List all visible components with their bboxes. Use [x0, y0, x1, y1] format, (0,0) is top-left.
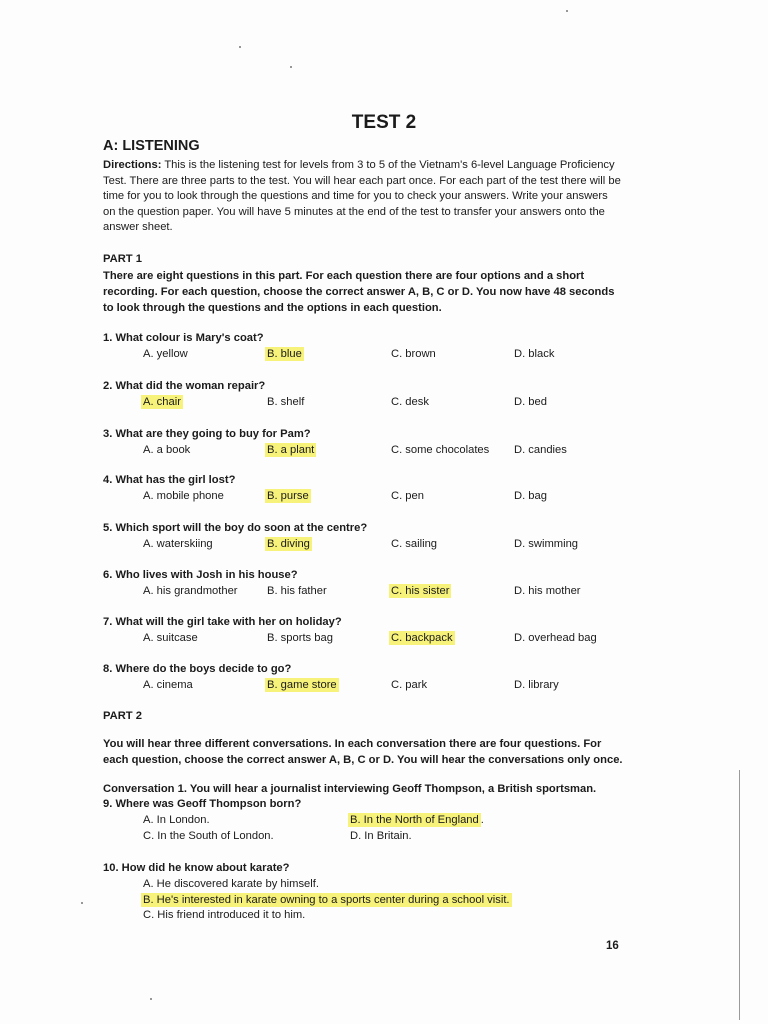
- option-d: D. overhead bag: [514, 632, 597, 644]
- question-item: [103, 332, 663, 364]
- directions-text: This is the listening test for levels from 3 to 5 of the Vietnam's 6-level Language Proficiency Test. There are three parts to the test. You will hear each part once. For each part of the test there will be time for you to look through the questions and time for you to check your answers. Write your answers on the question paper. You will have 5 minutes at the end of the test to transfer your answers onto the answer sheet.: [103, 159, 621, 234]
- option-d: D. candies: [514, 444, 567, 456]
- answer-highlight: C. backpack: [391, 632, 453, 644]
- answer-highlight: A. chair: [143, 396, 181, 408]
- question-10-option-b: [143, 894, 512, 906]
- option-a: A. his grandmother: [143, 585, 238, 597]
- question-item: [103, 616, 663, 648]
- scan-speck: [290, 66, 292, 68]
- option-b: B. sports bag: [267, 632, 333, 644]
- scan-edge-line: [739, 770, 740, 1020]
- option-d: D. black: [514, 348, 555, 360]
- scan-speck: [150, 998, 152, 1000]
- question-text: 7. What will the girl take with her on holiday?: [103, 616, 342, 628]
- option-a: A. waterskiing: [143, 538, 213, 550]
- option-d: D. library: [514, 679, 559, 691]
- question-text: 4. What has the girl lost?: [103, 474, 236, 486]
- question-text: 2. What did the woman repair?: [103, 380, 266, 392]
- test-title: TEST 2: [351, 112, 417, 133]
- question-9-option-a: A. In London.: [143, 814, 210, 826]
- question-9-text: 9. Where was Geoff Thompson born?: [103, 798, 302, 810]
- option-a: A. suitcase: [143, 632, 198, 644]
- question-9-option-d: D. In Britain.: [350, 830, 412, 842]
- option-d: D. his mother: [514, 585, 581, 597]
- question-text: 5. Which sport will the boy do soon at the centre?: [103, 522, 368, 534]
- option-c: [391, 632, 455, 644]
- question-9-option-c: C. In the South of London.: [143, 830, 274, 842]
- option-b: [267, 490, 311, 502]
- question-item: [103, 663, 663, 695]
- answer-highlight: B. He's interested in karate owning to a sports center during a school visit.: [143, 894, 510, 906]
- section-title: A: LISTENING: [103, 138, 200, 154]
- option-b-tail: .: [480, 814, 484, 826]
- option-c: [391, 585, 451, 597]
- option-c: C. pen: [391, 490, 424, 502]
- scan-speck: [566, 10, 568, 12]
- option-d: D. bed: [514, 396, 547, 408]
- option-c: C. desk: [391, 396, 429, 408]
- conversation1-title: Conversation 1. You will hear a journalist interviewing Geoff Thompson, a British sportsman.: [103, 783, 597, 795]
- part1-intro: There are eight questions in this part. For each question there are four options and a short recording. For each question, choose the correct answer A, B, C or D. You now have 48 seconds to look through the questions and the options in each question.: [103, 270, 615, 314]
- option-c: C. sailing: [391, 538, 438, 550]
- option-b: [267, 538, 312, 550]
- option-b: B. his father: [267, 585, 327, 597]
- answer-highlight: B. purse: [267, 490, 309, 502]
- option-a: [143, 396, 183, 408]
- question-text: 1. What colour is Mary's coat?: [103, 332, 264, 344]
- scan-speck: [81, 902, 83, 904]
- option-a: A. a book: [143, 444, 191, 456]
- answer-highlight: B. diving: [267, 538, 310, 550]
- answer-highlight: C. his sister: [391, 585, 450, 597]
- option-b: [267, 679, 339, 691]
- option-b: B. shelf: [267, 396, 305, 408]
- part1-title: PART 1: [103, 253, 142, 265]
- question-10-option-c: C. His friend introduced it to him.: [143, 909, 306, 921]
- directions-label: Directions:: [103, 159, 162, 171]
- option-d: D. bag: [514, 490, 547, 502]
- part2-title: PART 2: [103, 710, 142, 722]
- option-c: C. brown: [391, 348, 436, 360]
- option-d: D. swimming: [514, 538, 579, 550]
- question-item: [103, 474, 663, 506]
- question-text: 6. Who lives with Josh in his house?: [103, 569, 298, 581]
- question-item: [103, 380, 663, 412]
- option-c: C. some chocolates: [391, 444, 490, 456]
- question-9-option-b: [350, 814, 484, 826]
- page-number: 16: [606, 940, 619, 952]
- question-text: 3. What are they going to buy for Pam?: [103, 428, 311, 440]
- question-item: [103, 569, 663, 601]
- question-item: [103, 428, 663, 460]
- part2-intro: You will hear three different conversations. In each conversation there are four questions. For each question, choose the correct answer A, B, C or D. You will hear the conversations only once.: [103, 738, 623, 766]
- answer-highlight: B. a plant: [267, 444, 315, 456]
- question-item: [103, 522, 663, 554]
- question-text: 8. Where do the boys decide to go?: [103, 663, 292, 675]
- option-b: [267, 444, 316, 456]
- question-10-text: 10. How did he know about karate?: [103, 862, 290, 874]
- answer-highlight: B. game store: [267, 679, 337, 691]
- option-c: C. park: [391, 679, 428, 691]
- directions-paragraph: [103, 158, 623, 236]
- answer-highlight: B. blue: [267, 348, 302, 360]
- option-a: A. mobile phone: [143, 490, 224, 502]
- option-a: A. yellow: [143, 348, 188, 360]
- option-a: A. cinema: [143, 679, 193, 691]
- answer-highlight: B. In the North of England: [350, 814, 479, 826]
- option-b: [267, 348, 304, 360]
- question-10-option-a: A. He discovered karate by himself.: [143, 878, 319, 890]
- scan-speck: [239, 46, 241, 48]
